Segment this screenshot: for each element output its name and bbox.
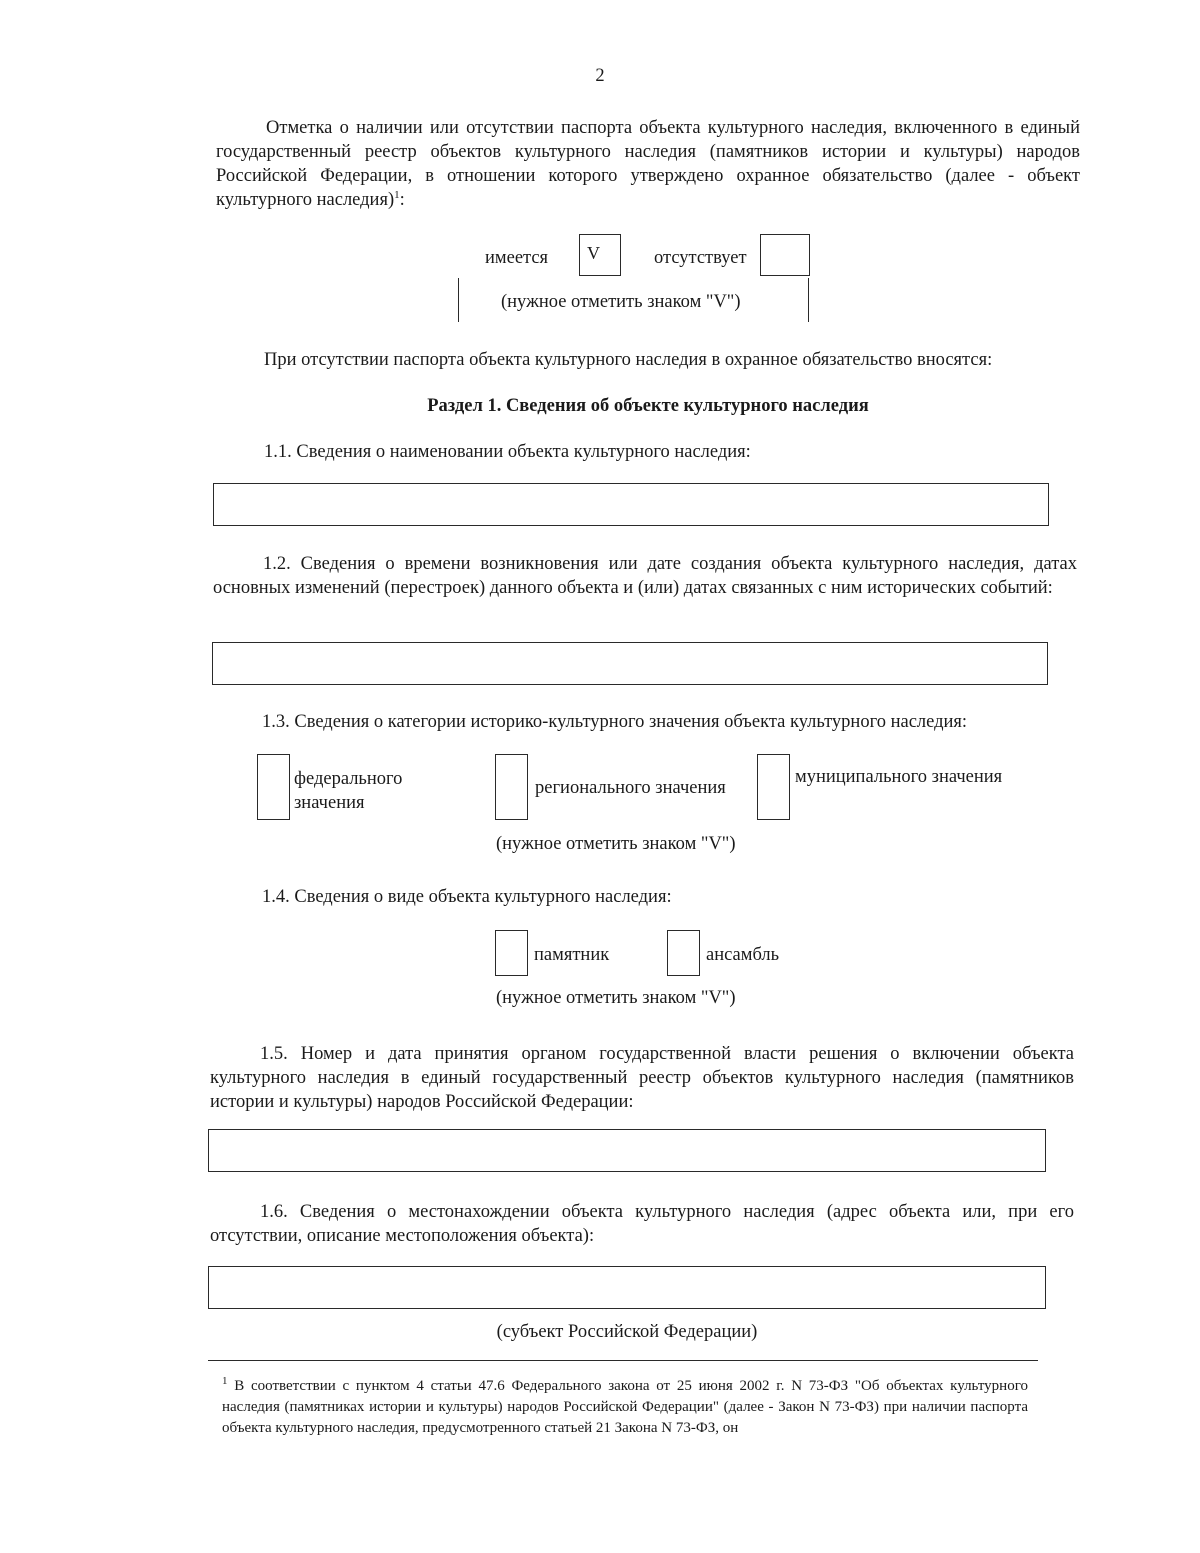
item-1-2-text: 1.2. Сведения о времени возникновения или дате создания объекта культурного наследия, датах основных изменений (перестроек) данного объекта и (или) датах связанных с ним исторических событий: bbox=[213, 554, 1077, 598]
federal-checkbox[interactable] bbox=[257, 754, 290, 820]
footnote-text: В соответствии с пунктом 4 статьи 47.6 Федерального закона от 25 июня 2002 г. N 73-ФЗ "Об объектах культурного наследия (памятниках истории и культуры) народов Российской Федерации" (далее - Закон N 73-ФЗ) при наличии паспорта объекта культурного наследия, предусмотренного статьей 21 Закона N 73-ФЗ, он bbox=[222, 1378, 1028, 1436]
intro-text: Отметка о наличии или отсутствии паспорта объекта культурного наследия, включенного в единый государственный реестр объектов культурного наследия (памятников истории и культуры) народов Российской Федерации, в отношении которого утверждено охранное обязательство (далее - объект культурного наследия) bbox=[216, 118, 1080, 210]
item-1-5-text: 1.5. Номер и дата принятия органом государственной власти решения о включении объекта культурного наследия в единый государственный реестр объектов культурного наследия (памятников истории и культуры) народов Российской Федерации: bbox=[210, 1044, 1074, 1112]
item-1-5-field[interactable] bbox=[208, 1129, 1046, 1172]
footnote-separator bbox=[208, 1360, 1038, 1361]
ensemble-label: ансамбль bbox=[706, 945, 780, 965]
intro-paragraph bbox=[216, 116, 1080, 212]
present-label: имеется bbox=[485, 248, 549, 268]
page-number: 2 bbox=[595, 66, 605, 86]
intro-colon: : bbox=[399, 190, 405, 210]
item-1-6-caption: (субъект Российской Федерации) bbox=[496, 1322, 758, 1342]
hint-right-rule bbox=[808, 278, 809, 322]
item-1-2-label bbox=[213, 552, 1077, 600]
footnote-ref: 1 bbox=[394, 188, 400, 201]
ensemble-checkbox[interactable] bbox=[667, 930, 700, 976]
present-checkbox[interactable] bbox=[579, 234, 621, 276]
item-1-4-label: 1.4. Сведения о виде объекта культурного наследия: bbox=[262, 887, 672, 907]
footnote bbox=[222, 1376, 1028, 1439]
absent-label: отсутствует bbox=[654, 248, 747, 268]
footnote-marker: 1 bbox=[222, 1375, 228, 1387]
municipal-label: муниципального значения bbox=[795, 767, 1003, 787]
passport-hint: (нужное отметить знаком "V") bbox=[501, 292, 741, 312]
monument-checkbox[interactable] bbox=[495, 930, 528, 976]
item-1-4-hint: (нужное отметить знаком "V") bbox=[496, 988, 736, 1008]
section-title: Раздел 1. Сведения об объекте культурного наследия bbox=[427, 396, 869, 416]
item-1-5-label bbox=[210, 1042, 1074, 1114]
absence-note: При отсутствии паспорта объекта культурного наследия в охранное обязательство вносятся: bbox=[264, 350, 993, 370]
absent-checkbox[interactable] bbox=[760, 234, 810, 276]
item-1-6-label bbox=[210, 1200, 1074, 1248]
regional-label: регионального значения bbox=[535, 778, 726, 798]
municipal-checkbox[interactable] bbox=[757, 754, 790, 820]
item-1-1-field[interactable] bbox=[213, 483, 1049, 526]
hint-left-rule bbox=[458, 278, 459, 322]
item-1-3-label: 1.3. Сведения о категории историко-культурного значения объекта культурного наследия: bbox=[262, 712, 968, 732]
present-mark: V bbox=[587, 243, 600, 263]
item-1-6-field[interactable] bbox=[208, 1266, 1046, 1309]
item-1-3-hint: (нужное отметить знаком "V") bbox=[496, 834, 736, 854]
item-1-1-label: 1.1. Сведения о наименовании объекта культурного наследия: bbox=[264, 442, 751, 462]
item-1-6-text: 1.6. Сведения о местонахождении объекта культурного наследия (адрес объекта или, при его отсутствии, описание местоположения объекта): bbox=[210, 1202, 1074, 1246]
federal-label: федерального значения bbox=[294, 769, 403, 813]
item-1-2-field[interactable] bbox=[212, 642, 1048, 685]
regional-checkbox[interactable] bbox=[495, 754, 528, 820]
monument-label: памятник bbox=[534, 945, 610, 965]
